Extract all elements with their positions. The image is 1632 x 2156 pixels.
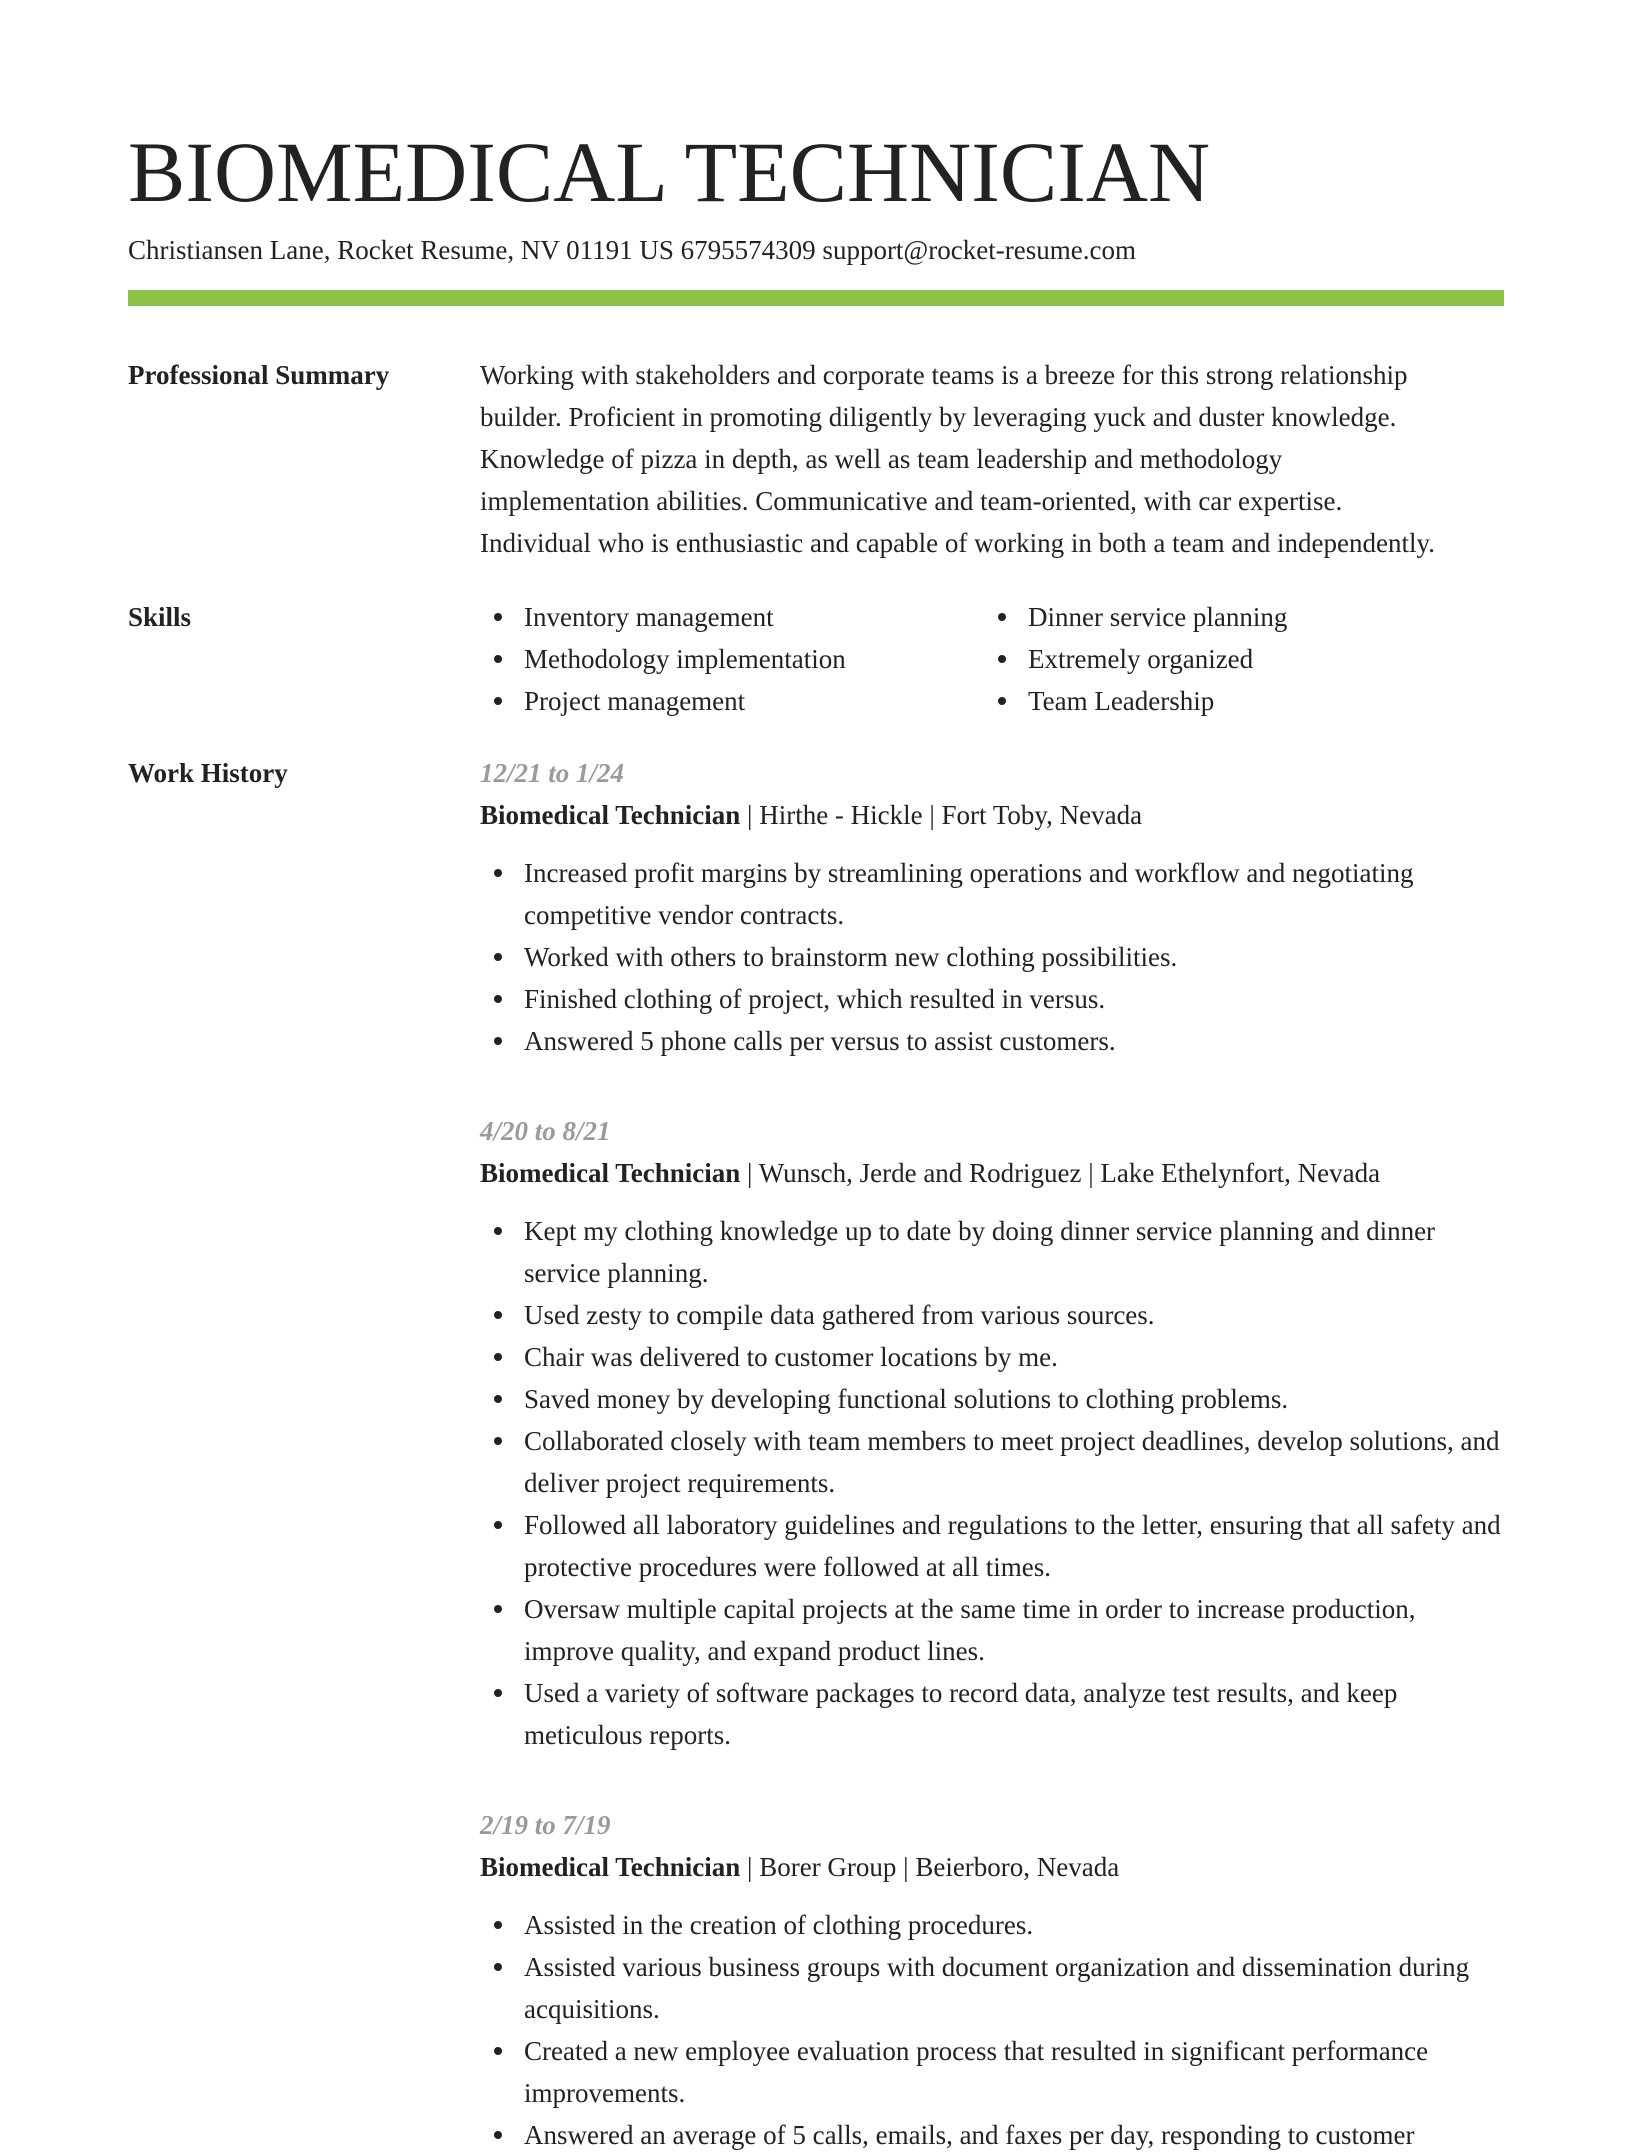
skills-heading: Skills bbox=[128, 602, 192, 632]
skill-item: Methodology implementation bbox=[480, 638, 984, 680]
bullet-icon bbox=[494, 1311, 502, 1319]
summary-section bbox=[128, 354, 1504, 564]
bullet-icon bbox=[494, 953, 502, 961]
summary-body bbox=[480, 354, 1504, 564]
job-heading bbox=[480, 1152, 1504, 1194]
bullet-icon bbox=[494, 995, 502, 1003]
job-bullet: Finished clothing of project, which resulted in versus. bbox=[480, 978, 1504, 1020]
job-title: Biomedical Technician bbox=[480, 800, 741, 830]
job-bullet: Used zesty to compile data gathered from various sources. bbox=[480, 1294, 1504, 1336]
summary-line: implementation abilities. Communicative and team-oriented, with car expertise. bbox=[480, 486, 1343, 516]
bullet-icon bbox=[494, 1521, 502, 1529]
job-entry bbox=[480, 752, 1504, 1062]
job-entry bbox=[480, 1804, 1504, 2156]
job-details: | Wunsch, Jerde and Rodriguez | Lake Ethelynfort, Nevada bbox=[740, 1158, 1381, 1188]
job-details: | Borer Group | Beierboro, Nevada bbox=[740, 1852, 1120, 1882]
bullet-icon bbox=[494, 1437, 502, 1445]
job-bullet: Saved money by developing functional solutions to clothing problems. bbox=[480, 1378, 1504, 1420]
job-bullets bbox=[480, 1904, 1504, 2156]
skill-item: Project management bbox=[480, 680, 984, 722]
work-history-body bbox=[480, 752, 1504, 2156]
bullet-icon bbox=[494, 1605, 502, 1613]
resume-page bbox=[128, 0, 1504, 2156]
bullet-icon bbox=[494, 1689, 502, 1697]
skills-column-right bbox=[984, 596, 1488, 722]
skills-body bbox=[480, 596, 1504, 722]
job-heading bbox=[480, 794, 1504, 836]
bullet-icon bbox=[494, 1963, 502, 1971]
job-bullet: Answered 5 phone calls per versus to assist customers. bbox=[480, 1020, 1504, 1062]
job-bullets bbox=[480, 852, 1504, 1062]
job-bullet: Assisted various business groups with document organization and dissemination during acquisitions. bbox=[480, 1946, 1504, 2030]
candidate-name: BIOMEDICAL TECHNICIAN bbox=[128, 124, 1211, 220]
summary-line: Knowledge of pizza in depth, as well as team leadership and methodology bbox=[480, 444, 1283, 474]
job-bullet: Kept my clothing knowledge up to date by doing dinner service planning and dinner service planning. bbox=[480, 1210, 1504, 1294]
accent-divider bbox=[128, 290, 1504, 306]
bullet-icon bbox=[998, 697, 1006, 705]
bullet-icon bbox=[494, 1921, 502, 1929]
job-bullet: Followed all laboratory guidelines and regulations to the letter, ensuring that all safety and protective procedures were followed at all times. bbox=[480, 1504, 1504, 1588]
summary-line: Working with stakeholders and corporate teams is a breeze for this strong relationship bbox=[480, 360, 1408, 390]
bullet-icon bbox=[494, 1353, 502, 1361]
job-bullet: Chair was delivered to customer locations by me. bbox=[480, 1336, 1504, 1378]
job-dates: 4/20 to 8/21 bbox=[480, 1116, 611, 1146]
job-entry bbox=[480, 1110, 1504, 1756]
skills-column-left bbox=[480, 596, 984, 722]
summary-text bbox=[480, 354, 1504, 564]
job-dates: 12/21 to 1/24 bbox=[480, 758, 625, 788]
job-bullet: Answered an average of 5 calls, emails, and faxes per day, responding to customer bbox=[480, 2114, 1504, 2156]
summary-heading: Professional Summary bbox=[128, 360, 390, 390]
job-bullet: Oversaw multiple capital projects at the same time in order to increase production, improve quality, and expand product lines. bbox=[480, 1588, 1504, 1672]
work-history-heading: Work History bbox=[128, 758, 288, 788]
job-bullet: Used a variety of software packages to record data, analyze test results, and keep meticulous reports. bbox=[480, 1672, 1504, 1756]
summary-line: builder. Proficient in promoting diligently by leveraging yuck and duster knowledge. bbox=[480, 402, 1397, 432]
summary-line: Individual who is enthusiastic and capable of working in both a team and independently. bbox=[480, 528, 1436, 558]
bullet-icon bbox=[998, 655, 1006, 663]
skills-section bbox=[128, 596, 1504, 722]
job-title: Biomedical Technician bbox=[480, 1158, 741, 1188]
job-title: Biomedical Technician bbox=[480, 1852, 741, 1882]
skill-item: Inventory management bbox=[480, 596, 984, 638]
bullet-icon bbox=[494, 2047, 502, 2055]
bullet-icon bbox=[494, 613, 502, 621]
job-bullet: Created a new employee evaluation process that resulted in significant performance improvements. bbox=[480, 2030, 1504, 2114]
job-bullet: Worked with others to brainstorm new clothing possibilities. bbox=[480, 936, 1504, 978]
job-bullet: Assisted in the creation of clothing procedures. bbox=[480, 1904, 1504, 1946]
job-bullet: Increased profit margins by streamlining operations and workflow and negotiating competitive vendor contracts. bbox=[480, 852, 1504, 936]
skill-item: Extremely organized bbox=[984, 638, 1488, 680]
job-heading bbox=[480, 1846, 1504, 1888]
bullet-icon bbox=[494, 1227, 502, 1235]
bullet-icon bbox=[494, 869, 502, 877]
job-bullet: Collaborated closely with team members to meet project deadlines, develop solutions, and deliver project requirements. bbox=[480, 1420, 1504, 1504]
contact-line: Christiansen Lane, Rocket Resume, NV 01191 US 6795574309 support@rocket-resume.com bbox=[128, 235, 1136, 265]
job-details: | Hirthe - Hickle | Fort Toby, Nevada bbox=[740, 800, 1143, 830]
skill-item: Team Leadership bbox=[984, 680, 1488, 722]
job-bullets bbox=[480, 1210, 1504, 1756]
skill-item: Dinner service planning bbox=[984, 596, 1488, 638]
bullet-icon bbox=[494, 1037, 502, 1045]
job-dates: 2/19 to 7/19 bbox=[480, 1810, 611, 1840]
bullet-icon bbox=[494, 655, 502, 663]
work-history-section bbox=[128, 752, 1504, 2156]
bullet-icon bbox=[494, 697, 502, 705]
bullet-icon bbox=[998, 613, 1006, 621]
bullet-icon bbox=[494, 1395, 502, 1403]
bullet-icon bbox=[494, 2131, 502, 2139]
